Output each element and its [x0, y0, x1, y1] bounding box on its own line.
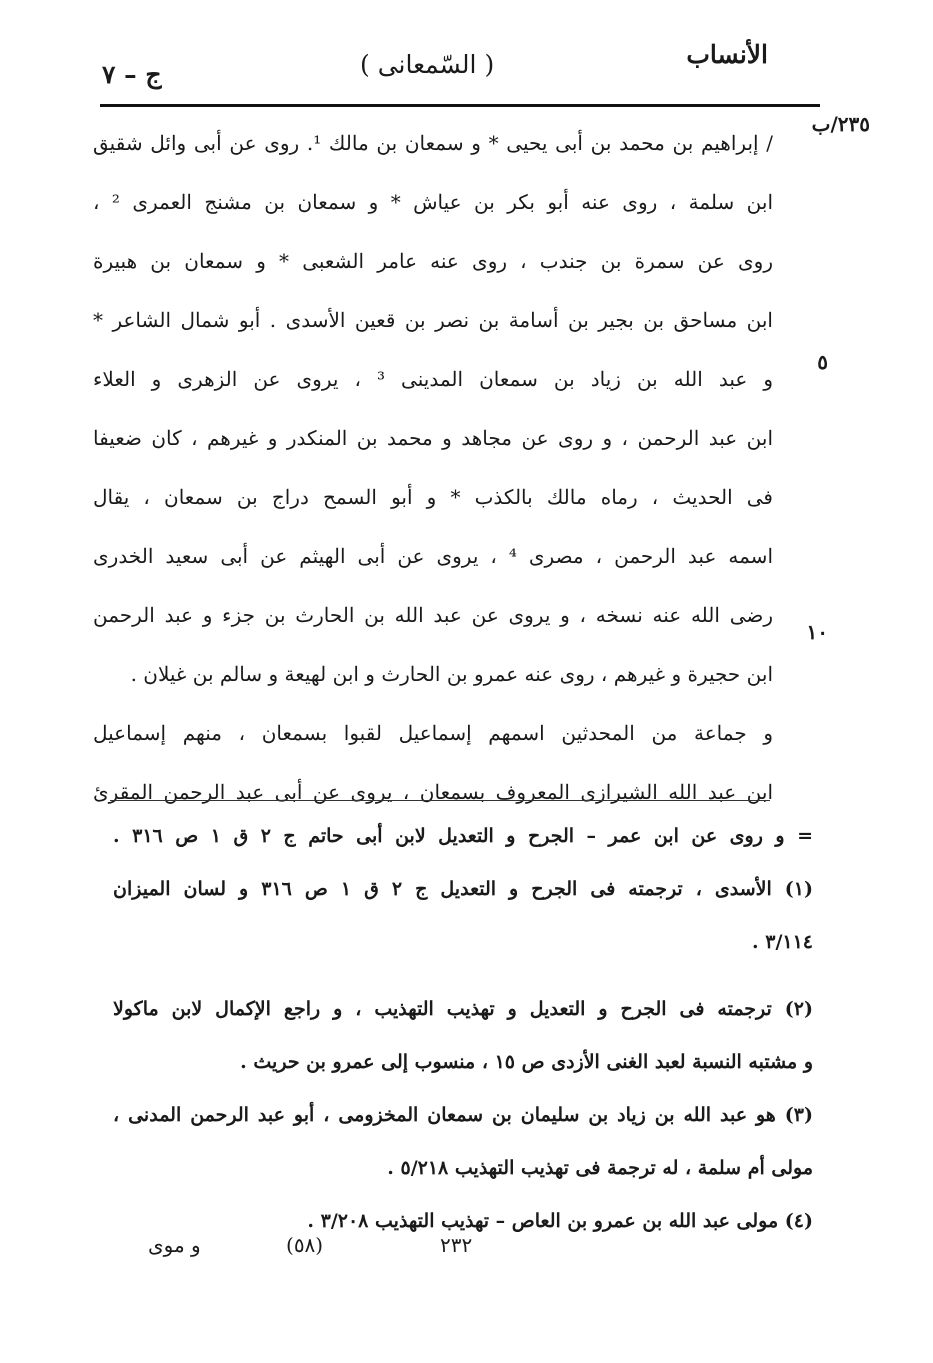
- footnotes: [113, 810, 813, 1248]
- text-line: و عبد الله بن زياد بن سمعان المدينى ³ ، يروى عن الزهرى و العلاء: [93, 367, 773, 391]
- footnote-line: ٣/١١٤ .: [752, 931, 813, 953]
- footnote-line: (٤) مولى عبد الله بن عمرو بن العاص – تهذيب التهذيب ٣/٢٠٨ .: [307, 1210, 813, 1232]
- text-line: رضى الله عنه نسخه ، و يروى عن عبد الله بن الحارث بن جزء و عبد الرحمن: [93, 603, 773, 627]
- header-rule: [100, 104, 820, 107]
- line-number-10: ١٠: [806, 620, 828, 644]
- text-line: ابن حجيرة و غيرهم ، روى عنه عمرو بن الحارث و ابن لهيعة و سالم بن غيلان .: [130, 662, 773, 686]
- footnote-line: (٢) ترجمته فى الجرح و التعديل و تهذيب التهذيب ، و راجع الإكمال لابن ماكولا: [113, 998, 813, 1020]
- page-number: ٢٣٢: [440, 1233, 473, 1257]
- text-line: روى عن سمرة بن جندب ، روى عنه عامر الشعبى * و سمعان بن هبيرة: [93, 249, 773, 273]
- text-line: ابن مساحق بن بجير بن أسامة بن نصر بن قعين الأسدى . أبو شمال الشاعر *: [93, 308, 773, 332]
- text-line: فى الحديث ، رماه مالك بالكذب * و أبو السمح دراج بن سمعان ، يقال: [93, 485, 773, 509]
- main-text: [93, 114, 773, 822]
- footnote-line: مولى أم سلمة ، له ترجمة فى تهذيب التهذيب ٥/٢١٨ .: [387, 1157, 813, 1179]
- text-line: ابن عبد الرحمن ، و روى عن مجاهد و محمد بن المنكدر و غيرهم ، كان ضعيفا: [93, 426, 773, 450]
- volume-number: ج – ٧: [102, 60, 162, 89]
- catchword: و موى: [148, 1233, 201, 1257]
- manuscript-reference: ٢٣٥/ب: [811, 112, 870, 136]
- footnote-line: (٣) هو عبد الله بن زياد بن سليمان بن سمعان المخزومى ، أبو عبد الرحمن المدنى ،: [113, 1104, 813, 1126]
- text-line: و جماعة من المحدثين اسمهم إسماعيل لقبوا بسمعان ، منهم إسماعيل: [93, 721, 773, 745]
- footnote-separator: [110, 800, 770, 801]
- footnote-line: = و روى عن ابن عمر – الجرح و التعديل لابن أبى حاتم ج ٢ ق ١ ص ٣١٦ .: [113, 825, 813, 847]
- book-title: الأنساب: [686, 40, 768, 69]
- text-line: ابن عبد الله الشيرازى المعروف بسمعان ، يروى عن أبى عبد الرحمن المقرئ: [93, 780, 773, 804]
- text-line: ابن سلمة ، روى عنه أبو بكر بن عياش * و سمعان بن مشنج العمرى ² ،: [93, 190, 773, 214]
- text-line: اسمه عبد الرحمن ، مصرى ⁴ ، يروى عن أبى الهيثم عن أبى سعيد الخدرى: [93, 544, 773, 568]
- author-name: ( السّمعانى ): [360, 50, 495, 79]
- text-line: / إبراهيم بن محمد بن أبى يحيى * و سمعان بن مالك ¹. روى عن أبى وائل شقيق: [93, 131, 773, 155]
- signature-mark: (٥٨): [286, 1233, 324, 1257]
- line-number-5: ٥: [817, 350, 828, 374]
- footnote-line: و مشتبه النسبة لعبد الغنى الأزدى ص ١٥ ، منسوب إلى عمرو بن حريث .: [240, 1051, 813, 1073]
- footnote-line: (١) الأسدى ، ترجمته فى الجرح و التعديل ج ٢ ق ١ ص ٣١٦ و لسان الميزان: [113, 878, 813, 900]
